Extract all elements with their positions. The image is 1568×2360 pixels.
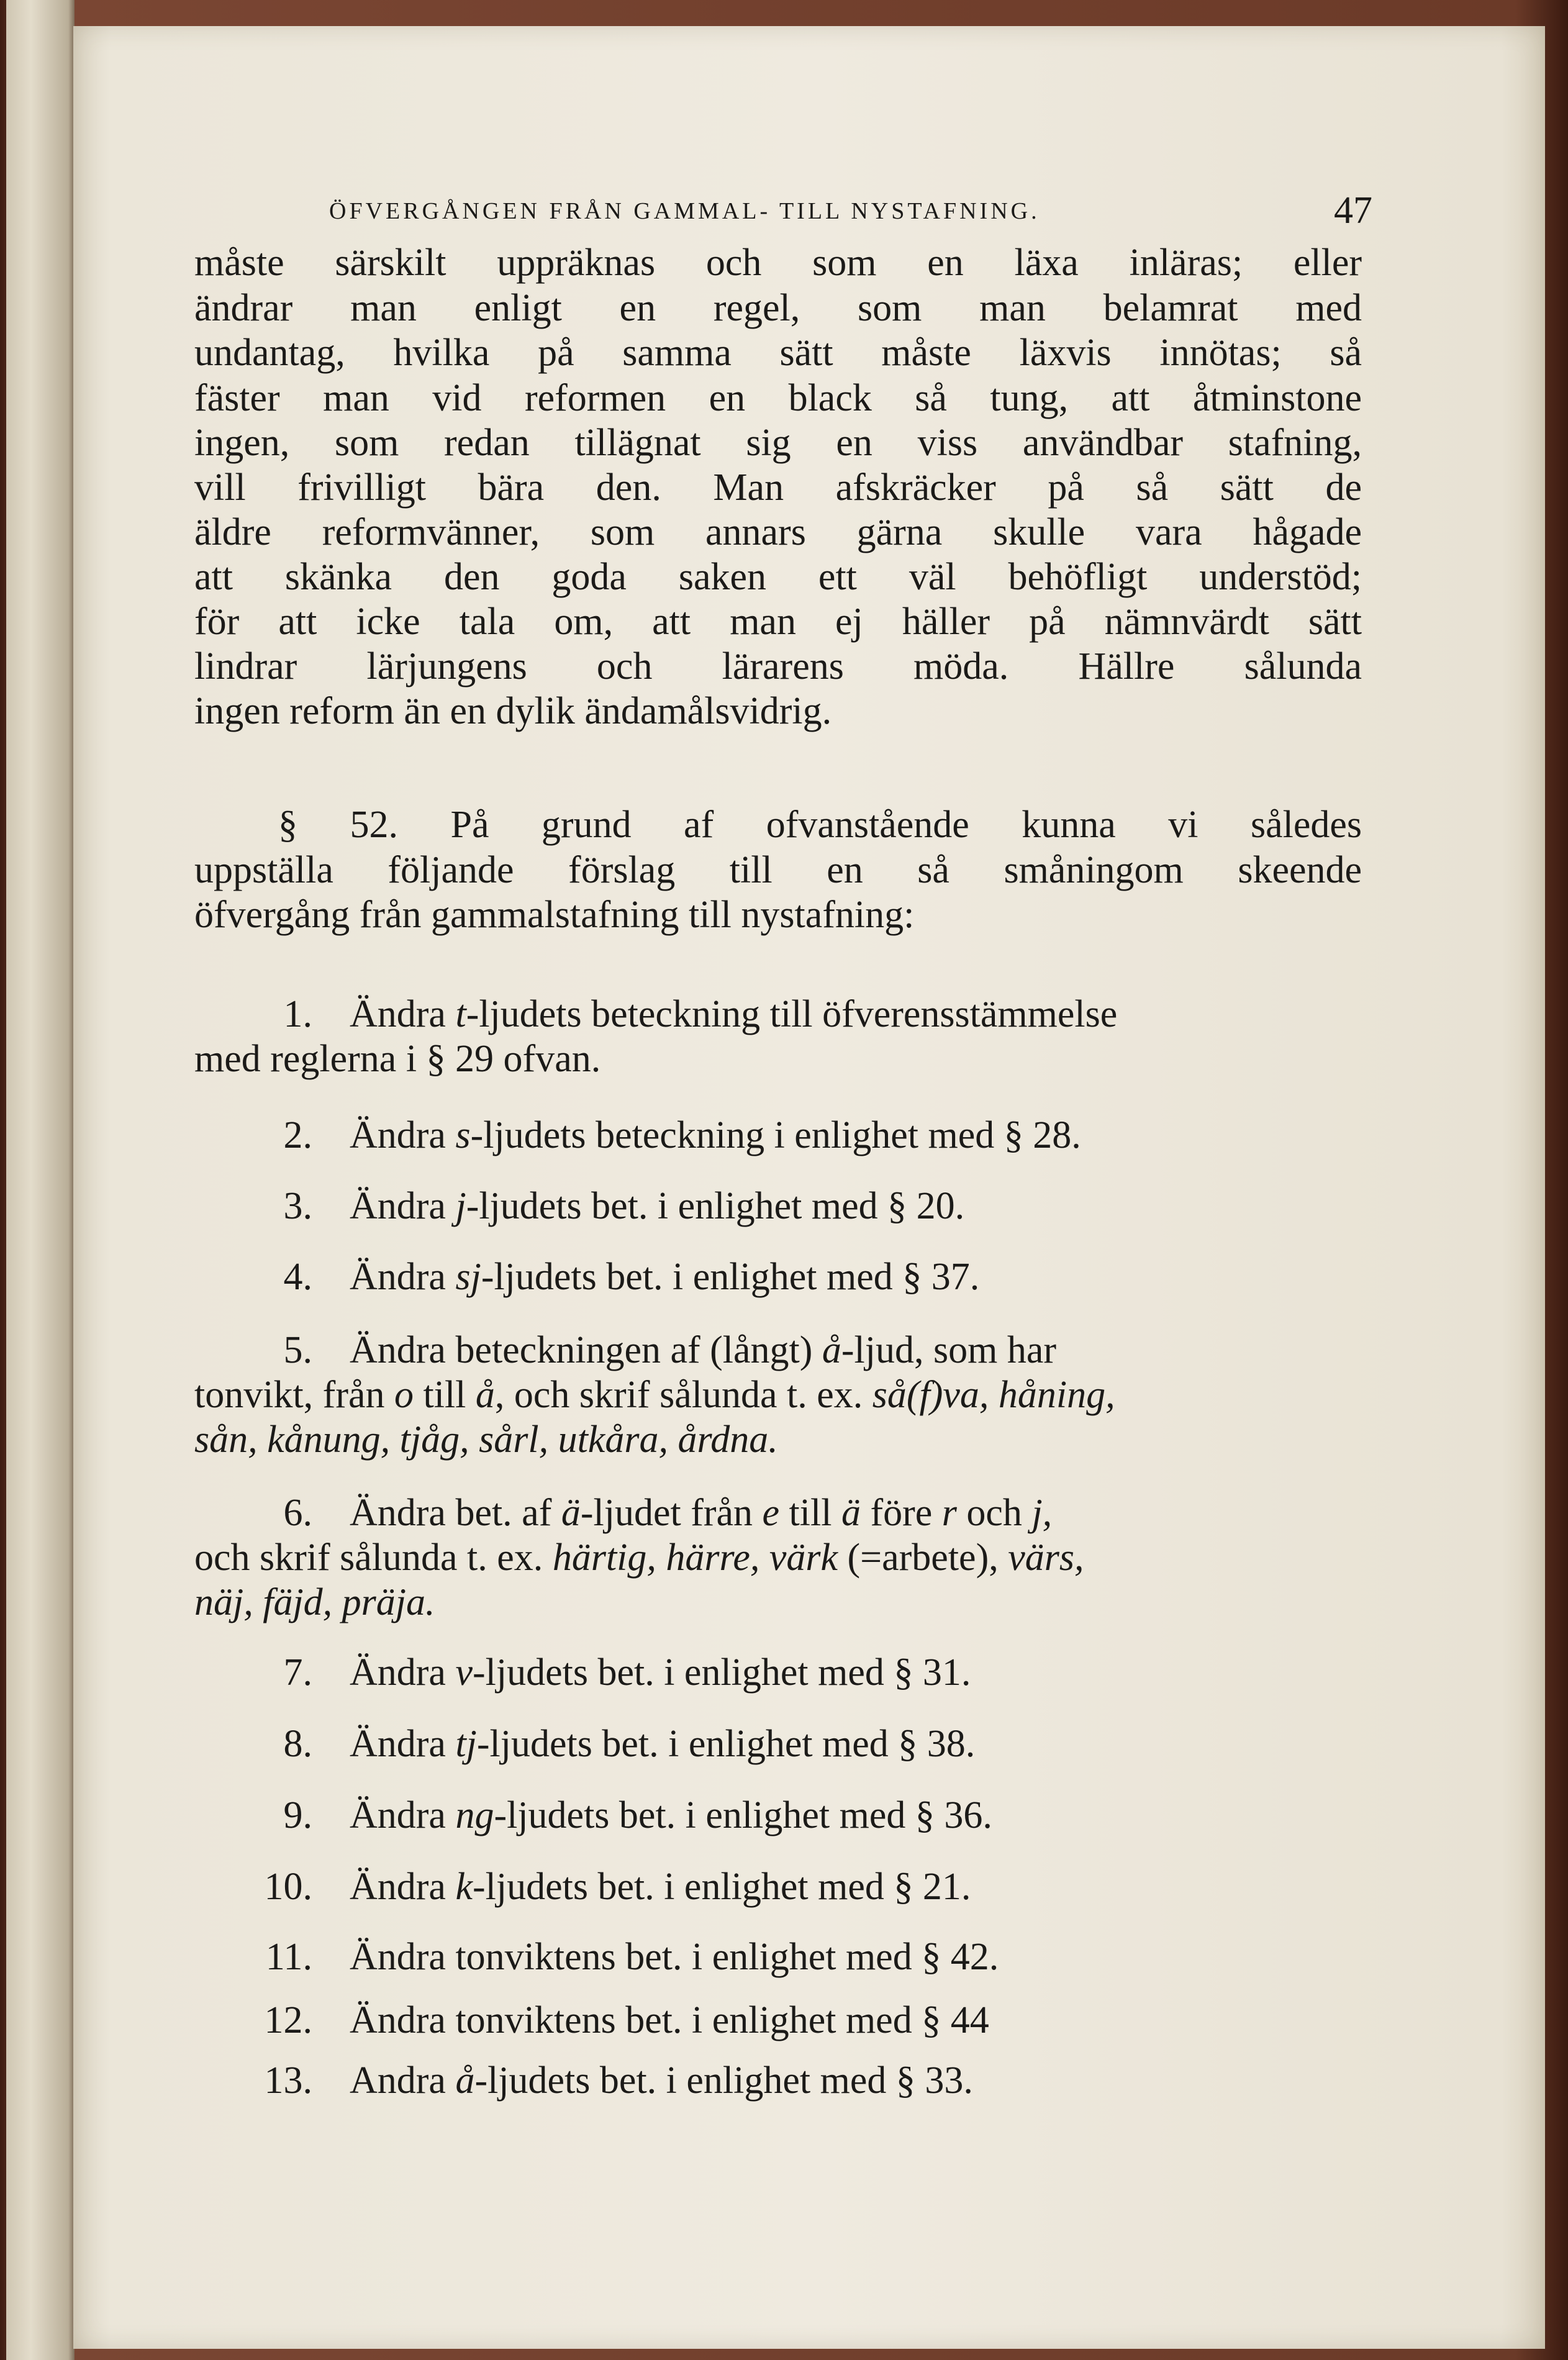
text-span: -ljudets bet. i enlighet med § 36. — [494, 1794, 992, 1836]
list-item-number: 7. — [283, 1651, 312, 1694]
text-line: äldre reformvänner, som annars gärna skulle vara hågade — [194, 511, 1362, 553]
text-line: måste särskilt uppräknas och som en läxa inläras; eller — [194, 242, 1362, 284]
text-span: Ändra bet. af — [350, 1492, 561, 1534]
text-line: uppställa följande förslag till en så småningom skeende — [194, 849, 1362, 891]
italic-span: å — [475, 1374, 495, 1416]
list-item-continuation — [194, 1535, 1084, 1580]
list-item-number: 8. — [283, 1723, 312, 1765]
list-item-continuation: med reglerna i § 29 ofvan. — [194, 1038, 601, 1080]
list-item-text — [350, 1113, 1081, 1158]
page-number: 47 — [1334, 189, 1372, 232]
left-page-edge — [6, 0, 75, 2360]
text-span: före — [860, 1492, 942, 1534]
italic-span: ä — [561, 1492, 581, 1534]
italic-span: j, — [1031, 1492, 1053, 1534]
italic-span: ä — [841, 1492, 861, 1534]
text-span: -ljudets bet. i enlighet med § 21. — [472, 1866, 971, 1908]
text-span: -ljudets bet. i enlighet med § 38. — [476, 1723, 976, 1765]
italic-span: e — [762, 1492, 780, 1534]
text-span: -ljudets beteckning till öfverensstämmelse — [466, 993, 1118, 1035]
list-item-text — [350, 1255, 979, 1299]
italic-span: k — [455, 1866, 473, 1908]
text-line: öfvergång från gammalstafning till nystafning: — [194, 894, 915, 936]
text-span: -ljudets bet. i enlighet med § 31. — [472, 1651, 971, 1694]
text-line: ändrar man enligt en regel, som man belamrat med — [194, 287, 1362, 329]
book-page — [73, 26, 1545, 2349]
italic-span: värs, — [1008, 1536, 1084, 1579]
list-item-text — [350, 1328, 1056, 1373]
list-item-text — [350, 1184, 964, 1228]
text-line: att skänka den goda saken ett väl behöfligt understöd; — [194, 556, 1362, 598]
text-span: -ljudets beteckning i enlighet med § 28. — [470, 1114, 1081, 1156]
text-span: -ljudets bet. i enlighet med § 37. — [481, 1256, 980, 1298]
list-item-text — [350, 1650, 971, 1695]
list-item-continuation: sån, kånung, tjåg, sårl, utkåra, årdna. — [194, 1418, 778, 1461]
text-line: undantag, hvilka på samma sätt måste läxvis innötas; så — [194, 332, 1362, 374]
italic-span: härtig, härre, värk — [552, 1536, 838, 1579]
text-span: Andra — [350, 2059, 456, 2102]
text-span: Ändra beteckningen af (långt) — [350, 1329, 822, 1371]
list-item-text — [350, 1491, 1052, 1535]
text-span: Ändra — [350, 1723, 456, 1765]
text-span: (=arbete), — [838, 1536, 1008, 1579]
italic-span: sj — [455, 1256, 481, 1298]
italic-span: så(f)va, håning, — [872, 1374, 1115, 1416]
italic-span: o — [394, 1374, 414, 1416]
text-span: Ändra — [350, 1185, 456, 1227]
italic-span: r — [941, 1492, 957, 1534]
list-item-number: 6. — [283, 1492, 312, 1534]
list-item-continuation: näj, fäjd, präja. — [194, 1581, 435, 1623]
list-item-text: Ändra tonviktens bet. i enlighet med § 42. — [350, 1936, 999, 1978]
text-span: Ändra — [350, 1866, 456, 1908]
text-span: tonvikt, från — [194, 1374, 394, 1416]
text-line: fäster man vid reformen en black så tung, att åtminstone — [194, 377, 1362, 419]
text-span: Ändra — [350, 1114, 456, 1156]
text-line: för att icke tala om, att man ej häller på nämnvärdt sätt — [194, 601, 1362, 643]
italic-span: å — [822, 1329, 841, 1371]
italic-span: v — [455, 1651, 473, 1694]
text-line: lindrar lärjungens och lärarens möda. Hällre sålunda — [194, 645, 1362, 688]
text-line: ingen, som redan tillägnat sig en viss användbar stafning, — [194, 422, 1362, 464]
italic-span: j — [455, 1185, 466, 1227]
text-span: till — [779, 1492, 841, 1534]
list-item-number: 10. — [264, 1866, 312, 1908]
text-span: Ändra — [350, 1256, 456, 1298]
text-span: -ljudet från — [580, 1492, 763, 1534]
text-span: Ändra — [350, 1794, 456, 1836]
list-item-continuation — [194, 1373, 1115, 1417]
list-item-text — [350, 1793, 992, 1838]
running-title: ÖFVERGÅNGEN FRÅN GAMMAL- TILL NYSTAFNING. — [329, 198, 1040, 224]
text-line: § 52. På grund af ofvanstående kunna vi således — [278, 804, 1362, 846]
text-span: Ändra — [350, 993, 456, 1035]
text-span: -ljudets bet. i enlighet med § 20. — [466, 1185, 965, 1227]
text-line: ingen reform än en dylik ändamålsvidrig. — [194, 690, 832, 732]
italic-span: ng — [455, 1794, 494, 1836]
italic-span: tj — [455, 1723, 477, 1765]
list-item-text — [350, 1864, 971, 1909]
running-head — [329, 189, 1372, 238]
list-item-number: 4. — [283, 1256, 312, 1298]
list-item-text — [350, 992, 1117, 1037]
text-span: -ljudets bet. i enlighet med § 33. — [474, 2059, 973, 2102]
italic-span: s — [455, 1114, 471, 1156]
text-span: till — [414, 1374, 476, 1416]
list-item-number: 3. — [283, 1185, 312, 1227]
list-item-number: 12. — [264, 1999, 312, 2041]
text-span: Ändra — [350, 1651, 456, 1694]
list-item-text — [350, 1722, 975, 1766]
list-item-text — [350, 2058, 973, 2103]
list-item-number: 5. — [283, 1329, 312, 1371]
italic-span: t — [455, 993, 466, 1035]
text-span: -ljud, som har — [841, 1329, 1057, 1371]
text-line: vill frivilligt bära den. Man afskräcker på så sätt de — [194, 466, 1362, 509]
text-span: , och skrif sålunda t. ex. — [494, 1374, 872, 1416]
list-item-number: 2. — [283, 1114, 312, 1156]
list-item-text: Ändra tonviktens bet. i enlighet med § 44 — [350, 1999, 989, 2041]
list-item-number: 11. — [265, 1936, 312, 1978]
text-span: och — [956, 1492, 1032, 1534]
italic-span: å — [455, 2059, 475, 2102]
list-item-number: 1. — [283, 993, 312, 1035]
list-item-number: 9. — [283, 1794, 312, 1836]
text-span: och skrif sålunda t. ex. — [194, 1536, 553, 1579]
list-item-number: 13. — [264, 2059, 312, 2102]
